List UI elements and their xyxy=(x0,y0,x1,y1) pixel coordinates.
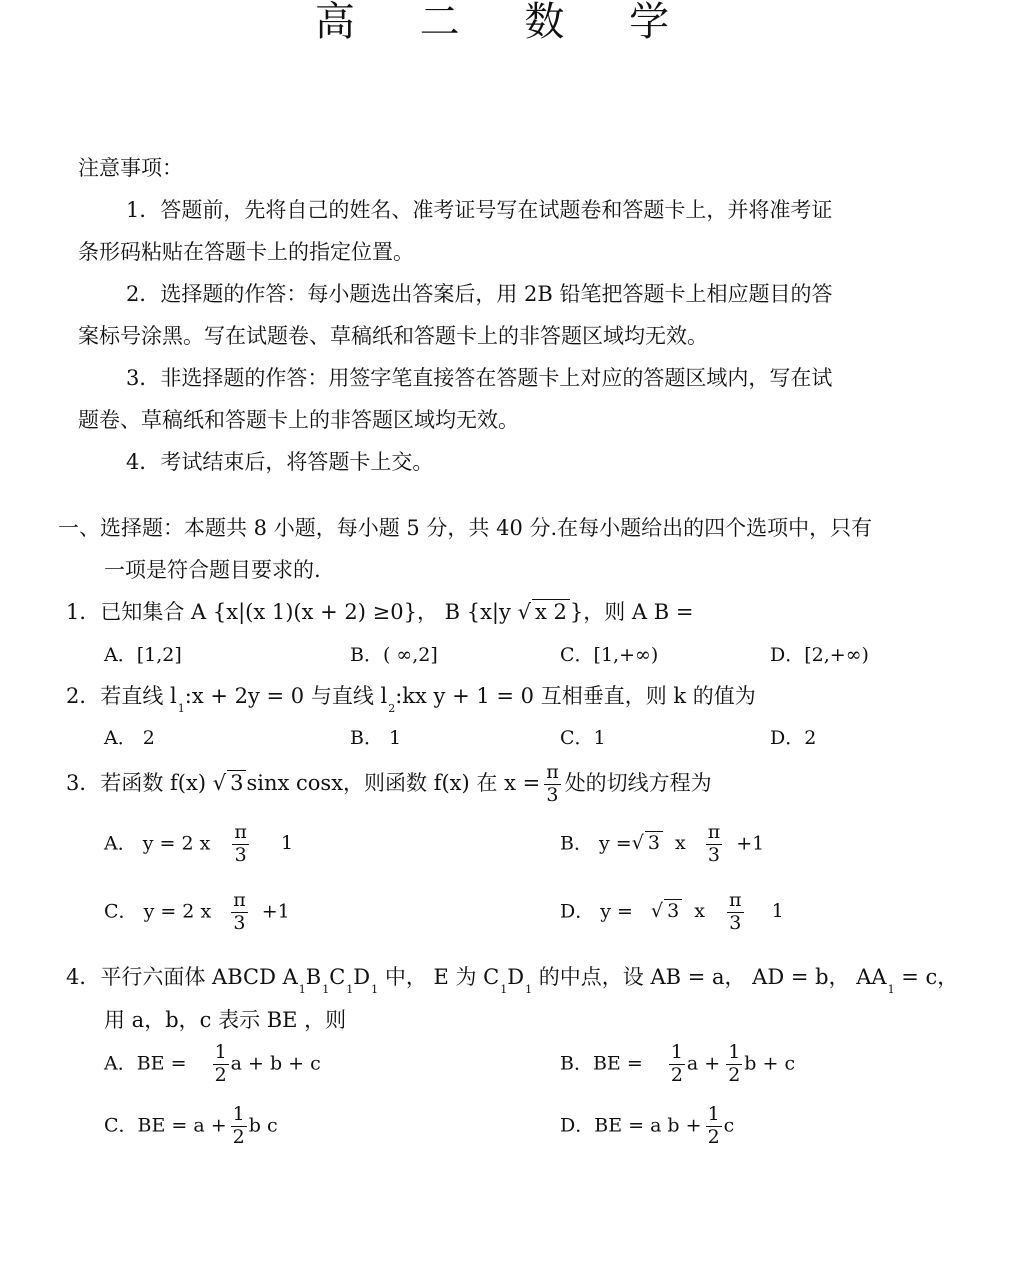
option-d-fraction xyxy=(706,1104,722,1149)
subscript-1: 1 xyxy=(346,983,354,996)
option-c-fraction xyxy=(231,1104,247,1149)
question-1-stem xyxy=(66,597,693,627)
subscript-1: 1 xyxy=(322,983,330,996)
section-1-intro-line-1: 一、选择题：本题共 8 小题，每小题 5 分，共 40 分.在每小题给出的四个选项中，只有 xyxy=(58,516,873,540)
notice-item-3-line-2: 题卷、草稿纸和答题卡上的非答题区域均无效。 xyxy=(78,408,519,432)
question-4-option-a xyxy=(104,1042,321,1087)
subscript-1: 1 xyxy=(500,983,508,996)
vertex-b: B xyxy=(305,965,322,989)
option-d-prefix: D．BE = a b + xyxy=(560,1114,702,1137)
vertex-c: C xyxy=(329,965,346,989)
question-2-stem-part-a: 2．若直线 l xyxy=(66,684,177,708)
notice-item-2-line-1: 2．选择题的作答：每小题选出答案后，用 2B 铅笔把答题卡上相应题目的答 xyxy=(126,282,833,306)
notice-item-3-line-1: 3．非选择题的作答：用签字笔直接答在答题卡上对应的答题区域内，写在试 xyxy=(126,366,833,390)
fraction-numerator: 1 xyxy=(670,1041,683,1063)
fraction-denominator: 3 xyxy=(234,843,247,866)
vertex-d: D xyxy=(507,965,525,989)
option-b-mid: x xyxy=(674,832,686,855)
option-a-prefix: A． y = 2 x xyxy=(104,832,211,855)
question-3-fraction xyxy=(544,762,561,807)
question-1-stem-part-a: 1．已知集合 A {x|(x 1)(x + 2) ≥0}， B {x|y xyxy=(66,600,518,624)
sqrt-symbol: √ x 2 xyxy=(518,597,570,627)
fraction-numerator: π xyxy=(546,761,559,783)
question-3-option-c xyxy=(104,890,290,935)
option-d-fraction xyxy=(727,890,744,935)
section-1-intro-line-2: 一项是符合题目要求的. xyxy=(104,558,321,582)
option-b-prefix: B．BE = xyxy=(560,1052,643,1075)
question-1-stem-part-b: }，则 A B = xyxy=(569,600,694,624)
option-c-suffix: +1 xyxy=(261,900,290,923)
fraction-numerator: 1 xyxy=(728,1041,741,1063)
option-c-suffix: b c xyxy=(248,1114,278,1137)
option-b-fraction-2 xyxy=(726,1042,742,1087)
question-3-stem-part-a: 3．若函数 f(x) xyxy=(66,770,213,795)
question-4-stem-part-c: 的中点，设 AB = a， AD = b， AA xyxy=(532,965,887,989)
question-3-option-d xyxy=(560,890,784,935)
fraction-numerator: π xyxy=(233,889,246,911)
question-4-option-b xyxy=(560,1042,795,1087)
fraction-denominator: 2 xyxy=(232,1125,245,1148)
option-b-fraction xyxy=(706,822,723,867)
fraction-numerator: π xyxy=(234,821,247,843)
option-d-radicand: 3 xyxy=(664,899,682,922)
question-2-option-b: B． 1 xyxy=(350,727,402,749)
option-a-fraction xyxy=(213,1042,229,1087)
question-1-option-d: D．[2,+∞) xyxy=(770,644,869,666)
option-c-prefix: C．BE = a + xyxy=(104,1114,227,1137)
question-2-stem-part-b: :x + 2y = 0 与直线 l xyxy=(184,684,388,708)
fraction-numerator: 1 xyxy=(707,1103,720,1125)
sqrt-symbol: √ 3 xyxy=(651,896,682,926)
option-b-suffix: +1 xyxy=(736,832,765,855)
notice-heading: 注意事项： xyxy=(78,156,183,180)
option-c-prefix: C． y = 2 x xyxy=(104,900,212,923)
question-2-stem-part-c: :kx y + 1 = 0 互相垂直，则 k 的值为 xyxy=(395,684,756,708)
fraction-denominator: 3 xyxy=(546,783,559,806)
option-d-prefix: D． y = xyxy=(560,900,633,923)
question-4-stem-part-b: 中， E 为 C xyxy=(378,965,500,989)
subscript-1: 1 xyxy=(298,983,306,996)
fraction-denominator: 2 xyxy=(707,1125,720,1148)
option-b-fraction-1 xyxy=(669,1042,685,1087)
fraction-denominator: 2 xyxy=(728,1063,741,1086)
fraction-denominator: 3 xyxy=(707,843,721,866)
sqrt-symbol: √ 3 xyxy=(213,768,247,798)
option-b-suffix: b + c xyxy=(744,1052,796,1075)
fraction-denominator: 3 xyxy=(233,911,246,934)
question-3-option-b xyxy=(560,822,764,867)
sqrt-symbol: √ 3 xyxy=(632,828,663,858)
option-a-suffix: 1 xyxy=(280,832,294,855)
option-b-mid: a + xyxy=(686,1052,721,1075)
question-2-subscript-1: 1 xyxy=(177,702,185,715)
notice-item-2-line-2: 案标号涂黑。写在试题卷、草稿纸和答题卡上的非答题区域均无效。 xyxy=(78,324,708,348)
option-a-suffix: a + b + c xyxy=(230,1052,321,1075)
question-1-radicand: x 2 xyxy=(532,599,570,624)
fraction-numerator: 1 xyxy=(232,1103,245,1125)
vertex-d: D xyxy=(353,965,371,989)
question-3-stem-part-b: sinx cosx，则函数 f(x) 在 x = xyxy=(246,770,541,795)
option-b-prefix: B． y = xyxy=(560,832,632,855)
question-4-stem-line-2: 用 a，b，c 表示 BE ，则 xyxy=(104,1008,347,1032)
option-d-suffix: c xyxy=(723,1114,735,1137)
question-3-stem xyxy=(66,762,712,807)
question-3-stem-part-c: 处的切线方程为 xyxy=(564,770,712,795)
page-title: 高 二 数 学 xyxy=(314,0,696,45)
question-1-option-c: C．[1,+∞) xyxy=(560,644,659,666)
option-c-fraction xyxy=(231,890,248,935)
fraction-numerator: π xyxy=(729,889,742,911)
question-2-stem xyxy=(66,681,756,724)
subscript-1: 1 xyxy=(525,983,533,996)
notice-item-1-line-1: 1．答题前，先将自己的姓名、准考证号写在试题卷和答题卡上，并将准考证 xyxy=(126,198,833,222)
question-4-stem-part-d: = c， xyxy=(894,965,959,989)
question-3-option-a xyxy=(104,822,293,867)
subscript-1: 1 xyxy=(371,983,379,996)
option-b-radicand: 3 xyxy=(645,831,663,854)
option-a-fraction xyxy=(232,822,249,867)
question-3-radicand: 3 xyxy=(227,770,246,795)
option-d-mid: x xyxy=(694,900,705,923)
question-4-option-c xyxy=(104,1104,278,1149)
question-2-option-c: C．1 xyxy=(560,727,606,749)
option-a-prefix: A．BE = xyxy=(104,1052,187,1075)
subscript-1: 1 xyxy=(887,983,895,996)
question-2-option-d: D．2 xyxy=(770,727,817,749)
question-4-option-d xyxy=(560,1104,734,1149)
fraction-numerator: 1 xyxy=(214,1041,227,1063)
question-1-option-b: B．( ∞,2] xyxy=(350,644,438,666)
option-d-suffix: 1 xyxy=(771,900,784,923)
fraction-numerator: π xyxy=(707,821,721,843)
question-1-option-a: A．[1,2] xyxy=(104,644,182,666)
notice-item-4: 4．考试结束后，将答题卡上交。 xyxy=(126,450,434,474)
question-4-stem-line-1 xyxy=(66,962,958,1005)
fraction-denominator: 3 xyxy=(729,911,742,934)
fraction-denominator: 2 xyxy=(670,1063,683,1086)
question-4-stem-part-a: 4．平行六面体 ABCD A xyxy=(66,965,298,989)
question-2-option-a: A． 2 xyxy=(104,727,155,749)
notice-item-1-line-2: 条形码粘贴在答题卡上的指定位置。 xyxy=(78,240,414,264)
question-2-subscript-2: 2 xyxy=(388,702,396,715)
fraction-denominator: 2 xyxy=(214,1063,227,1086)
